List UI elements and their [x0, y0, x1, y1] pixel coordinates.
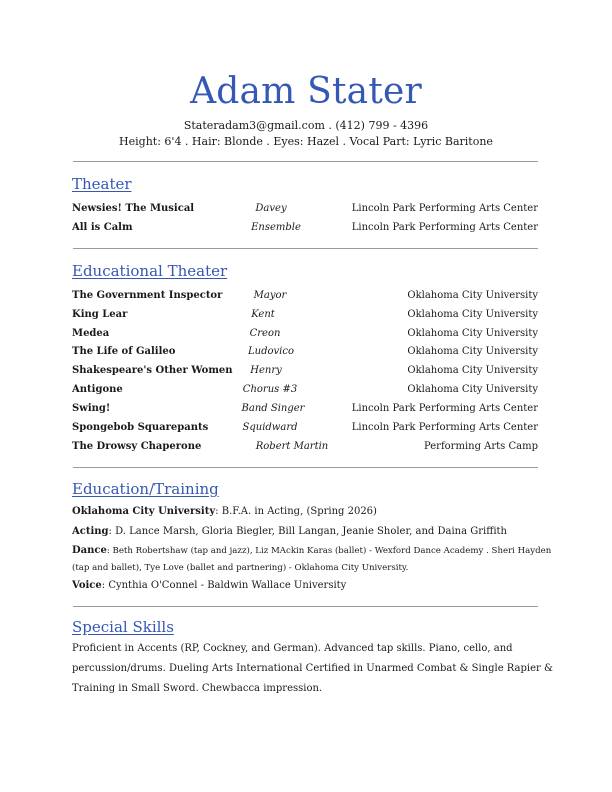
credit-venue: Oklahoma City University: [407, 384, 538, 395]
acting-label: Acting: [72, 526, 109, 537]
divider: [73, 606, 538, 607]
education-degree: [72, 505, 542, 519]
dance-label: Dance: [72, 545, 107, 556]
credit-venue: Oklahoma City University: [407, 365, 538, 376]
credit-role: Kent: [251, 309, 275, 320]
training-dance-continued: [72, 561, 542, 575]
credit-role: Henry: [250, 365, 282, 376]
credit-show: Spongebob Squarepants: [72, 422, 209, 433]
special-skills-text: [72, 639, 553, 699]
training-dance: [72, 544, 552, 558]
credit-venue: Lincoln Park Performing Arts Center: [351, 403, 538, 414]
credit-row: [72, 289, 538, 303]
training-voice: [72, 579, 542, 593]
divider: [73, 161, 538, 162]
divider: [73, 248, 538, 249]
credit-role: Ensemble: [251, 222, 301, 233]
credit-role: Band Singer: [241, 403, 305, 414]
credit-show: The Life of Galileo: [72, 346, 176, 357]
credit-show: Antigone: [72, 384, 123, 395]
voice-label: Voice: [72, 580, 102, 591]
training-acting: [72, 525, 542, 539]
credit-role: Robert Martin: [255, 441, 329, 452]
credit-role: Creon: [249, 328, 281, 339]
credit-venue: Performing Arts Camp: [423, 441, 538, 452]
credit-role: Ludovico: [248, 346, 294, 357]
education-school-value: : B.F.A. in Acting, (Spring 2026): [215, 506, 377, 517]
credit-show: Shakespeare's Other Women: [72, 365, 233, 376]
contact-line: Stateradam3@gmail.com . (412) 799 - 4396: [183, 119, 429, 132]
education-school-label: Oklahoma City University: [72, 506, 216, 517]
credit-row: [72, 402, 538, 416]
credit-show: Medea: [72, 328, 110, 339]
credit-venue: Lincoln Park Performing Arts Center: [351, 422, 538, 433]
section-title-educational-theater: Educational Theater: [72, 262, 228, 280]
physical-stats-line: Height: 6'4 . Hair: Blonde . Eyes: Hazel . Vocal Part: Lyric Baritone: [119, 135, 493, 148]
skills-line: Training in Small Sword. Chewbacca impression.: [72, 683, 323, 694]
credit-venue: Lincoln Park Performing Arts Center: [351, 203, 538, 214]
credit-row: [72, 383, 538, 397]
credit-show: Newsies! The Musical: [72, 203, 195, 214]
skills-line: Proficient in Accents (RP, Cockney, and German). Advanced tap skills. Piano, cello, and: [72, 643, 513, 654]
credit-show: King Lear: [72, 309, 128, 320]
credit-venue: Lincoln Park Performing Arts Center: [351, 222, 538, 233]
voice-value: : Cynthia O'Connel - Baldwin Wallace University: [101, 580, 347, 591]
credit-row: [72, 421, 538, 435]
credit-show: The Government Inspector: [72, 290, 223, 301]
credit-venue: Oklahoma City University: [407, 328, 538, 339]
credit-show: The Drowsy Chaperone: [72, 441, 202, 452]
credit-role: Chorus #3: [242, 384, 298, 395]
credit-row: [72, 440, 538, 454]
divider: [73, 467, 538, 468]
credit-role: Mayor: [253, 290, 287, 301]
skills-line: percussion/drums. Dueling Arts International Certified in Unarmed Combat & Single Rapier &: [72, 663, 553, 674]
credit-row: [72, 364, 538, 378]
dance-value-2: (tap and ballet), Tye Love (ballet and partnering) - Oklahoma City University.: [72, 563, 409, 573]
credit-venue: Oklahoma City University: [407, 290, 538, 301]
section-title-education: Education/Training: [72, 480, 219, 498]
dance-value-1: : Beth Robertshaw (tap and jazz), Liz MAckin Karas (ballet) - Wexford Dance Academy . Sheri Hayden: [106, 546, 552, 556]
section-title-theater: Theater: [72, 175, 132, 193]
credit-row: [72, 345, 538, 359]
section-title-special-skills: Special Skills: [72, 618, 174, 636]
credit-row: [72, 202, 538, 216]
credit-show: All is Calm: [72, 222, 133, 233]
credit-row: [72, 308, 538, 322]
credit-show: Swing!: [72, 403, 111, 414]
acting-value: : D. Lance Marsh, Gloria Biegler, Bill Langan, Jeanie Sholer, and Daina Griffith: [108, 526, 507, 537]
credit-venue: Oklahoma City University: [407, 309, 538, 320]
credit-row: [72, 327, 538, 341]
credit-venue: Oklahoma City University: [407, 346, 538, 357]
credit-row: [72, 221, 538, 235]
credit-role: Squidward: [242, 422, 298, 433]
credit-role: Davey: [255, 203, 287, 214]
resume-name: Adam Stater: [190, 71, 422, 112]
